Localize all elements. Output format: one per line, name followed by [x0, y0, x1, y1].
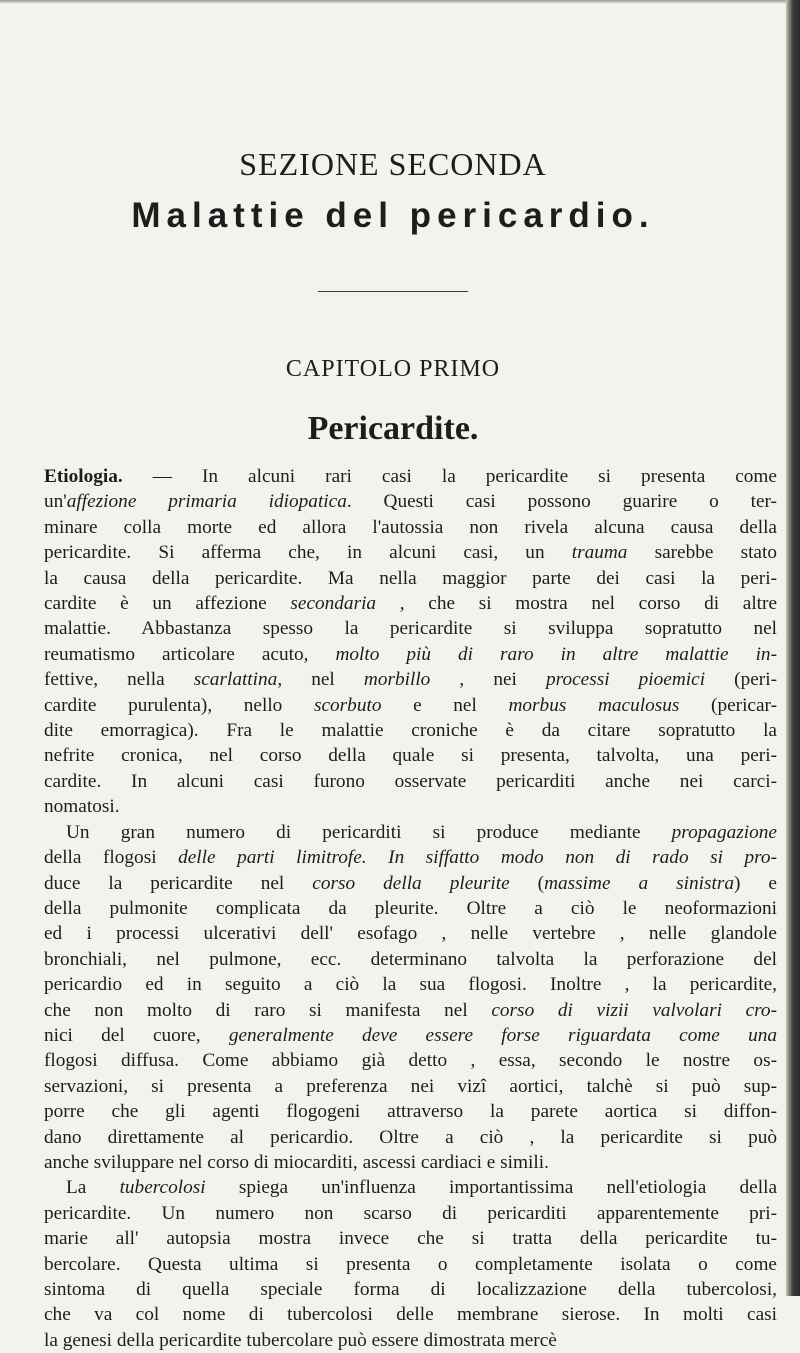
text-run: dano direttamente al pericardio. Oltre a ciò , la pericardite si può	[44, 1126, 777, 1148]
text-line	[44, 1201, 777, 1226]
text-line	[44, 1328, 777, 1353]
text-run: ) e	[734, 872, 777, 894]
italic-term: morbus maculosus	[508, 694, 680, 716]
text-line	[44, 921, 777, 946]
text-line	[44, 998, 777, 1023]
text-line	[44, 1125, 777, 1150]
italic-term: , generalmente deve essere forse riguardata come una	[195, 1024, 777, 1046]
text-run: pericardite. Si afferma che, in alcuni casi, un	[44, 542, 572, 564]
text-line	[44, 489, 777, 514]
text-run: minare colla morte ed allora l'autossia non rivela alcuna causa della	[44, 516, 777, 538]
text-line	[44, 464, 777, 489]
text-run: della pulmonite complicata da pleurite. Oltre a ciò le neoformazioni	[44, 897, 777, 919]
italic-term: corso di vizii valvolari cro-	[491, 999, 777, 1021]
text-run: pericardite. Un numero non scarso di pericarditi apparentemente pri-	[44, 1202, 777, 1224]
text-line	[44, 794, 777, 819]
italic-term: processi pioemici	[546, 669, 706, 691]
text-run: , che si mostra nel corso di altre	[376, 593, 778, 615]
text-run: marie all' autopsia mostra invece che si tratta della pericardite tu-	[44, 1228, 777, 1250]
text-run: che va col nome di tubercolosi delle membrane sierose. In molti casi	[44, 1304, 777, 1326]
text-line	[44, 616, 777, 641]
text-line	[44, 591, 777, 616]
text-run: sintoma di quella speciale forma di localizzazione della tubercolosi,	[44, 1279, 777, 1300]
text-line	[44, 566, 777, 591]
text-line	[44, 1175, 777, 1200]
text-run: fettive, nella	[44, 669, 194, 691]
text-run: nefrite cronica, nel corso della quale si presenta, talvolta, una peri-	[44, 745, 777, 767]
text-line	[44, 871, 777, 896]
italic-term: secondaria	[290, 593, 377, 615]
italic-term: trauma	[571, 542, 628, 564]
section-title: SEZIONE SECONDA	[239, 146, 547, 182]
text-line	[44, 845, 777, 870]
text-run: (pericar-	[679, 694, 777, 716]
text-run: duce la pericardite nel	[44, 872, 313, 894]
italic-term: corso della pleurite	[312, 872, 510, 894]
text-run: la causa della pericardite. Ma nella maggior parte dei casi la peri-	[44, 567, 777, 589]
text-line	[44, 1048, 777, 1073]
italic-term: delle parti limitrofe. In siffatto modo non di rado si pro-	[156, 847, 777, 869]
text-line	[44, 1099, 777, 1124]
text-run: bercolare. Questa ultima si presenta o completamente isolata o come	[44, 1253, 777, 1275]
text-run: (peri-	[705, 669, 777, 691]
text-run: reumatismo articolare acuto	[44, 643, 304, 665]
book-binding-edge	[786, 0, 800, 1296]
text-line	[44, 540, 777, 565]
text-line	[44, 667, 777, 692]
text-run: cardite purulenta), nello	[44, 694, 314, 716]
text-run: nici del cuore	[44, 1024, 196, 1046]
text-line	[44, 515, 777, 540]
text-line	[44, 896, 777, 921]
text-run: cardite. In alcuni casi furono osservate pericarditi anche nei carci-	[44, 770, 777, 792]
text-run: che non molto di raro si manifesta nel	[44, 999, 492, 1021]
italic-term: morbillo	[363, 669, 431, 691]
paragraph-heading: Etiologia.	[44, 466, 123, 487]
text-line	[44, 1226, 777, 1251]
text-run: dite emorragica). Fra le malattie croniche è da citare sopratutto la	[44, 720, 777, 742]
text-run: la genesi della pericardite tubercolare può essere dimostrata mercè	[44, 1329, 557, 1351]
text-run: flogosi diffusa. Come abbiamo già detto , essa, secondo le nostre os-	[44, 1050, 777, 1072]
text-line	[44, 718, 777, 743]
text-line	[44, 1252, 777, 1277]
text-run: nomatosi.	[44, 796, 120, 818]
text-run: della flogosi	[44, 847, 157, 869]
italic-term: tubercolosi	[119, 1177, 206, 1199]
text-line	[44, 947, 777, 972]
text-line	[44, 1302, 777, 1327]
text-line	[44, 693, 777, 718]
text-run: spiega un'influenza importantissima nell'etiologia della	[205, 1177, 778, 1199]
text-line	[44, 769, 777, 794]
italic-term: scarlattina	[193, 669, 278, 691]
text-line	[44, 1277, 777, 1302]
text-run: un'	[44, 491, 67, 513]
text-line	[44, 820, 777, 845]
italic-term: propagazione	[671, 821, 777, 843]
italic-term: scorbuto	[313, 694, 382, 716]
text-run: , nel	[277, 669, 364, 691]
text-run: — In alcuni rari casi la pericardite si presenta come	[122, 466, 777, 487]
text-run: sarebbe stato	[627, 542, 777, 564]
text-line	[44, 1150, 777, 1175]
text-run: anche sviluppare nel corso di miocarditi, ascessi cardiaci e simili.	[44, 1151, 549, 1173]
page-top-edge	[0, 0, 800, 4]
text-run: e nel	[381, 694, 509, 716]
italic-term: massime a sinistra	[544, 872, 735, 894]
text-line	[44, 1023, 777, 1048]
text-run: pericardio ed in seguito a ciò la sua flogosi. Inoltre , la pericardite,	[44, 974, 777, 996]
text-run: La	[66, 1177, 120, 1199]
text-run: Un gran numero di pericarditi si produce mediante	[66, 821, 672, 843]
subject-title: Malattie del pericardio.	[131, 196, 655, 235]
text-run: cardite è un affezione	[44, 593, 291, 615]
text-run: malattie. Abbastanza spesso la pericardite si sviluppa sopratutto nel	[44, 618, 777, 640]
text-line	[44, 972, 777, 997]
body-text	[44, 464, 777, 1353]
italic-term: , molto più di raro in altre malattie in-	[303, 643, 777, 665]
text-run: . Questi casi possono guarire o ter-	[346, 491, 777, 513]
chapter-title: CAPITOLO PRIMO	[285, 356, 501, 382]
text-run: servazioni, si presenta a preferenza nei vizî aortici, talchè si può sup-	[44, 1075, 777, 1097]
topic-title: Pericardite.	[307, 410, 479, 447]
text-run: ed i processi ulcerativi dell' esofago , nelle vertebre , nelle glandole	[44, 923, 777, 945]
separator-rule	[318, 291, 468, 292]
text-run: , nei	[430, 669, 547, 691]
text-line	[44, 1074, 777, 1099]
text-run: bronchiali, nel pulmone, ecc. determinano talvolta la perforazione del	[44, 948, 777, 970]
text-run: (	[509, 872, 545, 894]
text-line	[44, 642, 777, 667]
text-run: porre che gli agenti flogogeni attraverso la parete aortica si diffon-	[44, 1101, 777, 1123]
italic-term: affezione primaria idiopatica	[66, 491, 347, 513]
text-line	[44, 743, 777, 768]
